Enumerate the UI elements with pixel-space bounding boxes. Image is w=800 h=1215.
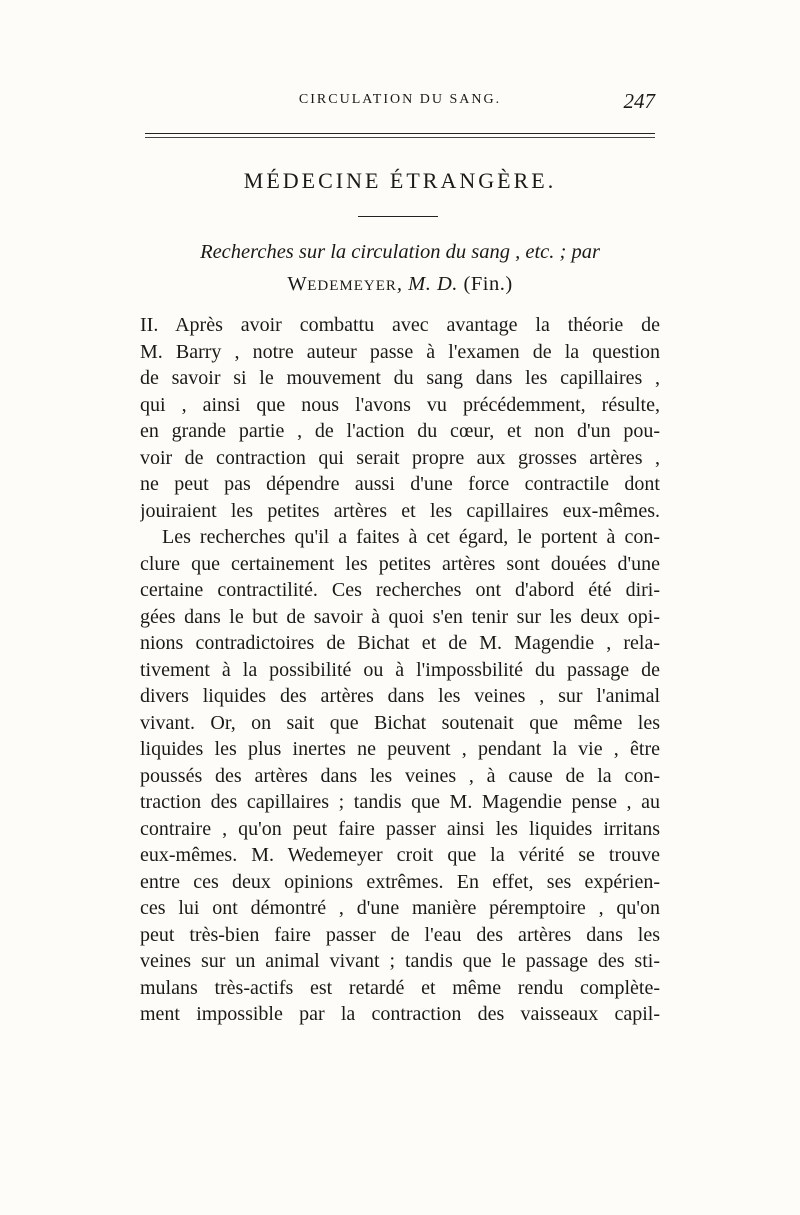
- text-line: vivant. Or, on sait que Bichat soutenait que même les: [140, 711, 660, 734]
- text-line: ne peut pas dépendre aussi d'une force contractile dont: [140, 473, 660, 495]
- text-line: II. Après avoir combattu avec avantage la théorie de: [140, 314, 660, 336]
- article-author: [140, 268, 660, 302]
- text-line: entre ces deux opinions extrêmes. En effet, ses expérien-: [140, 870, 660, 893]
- text-line: liquides les plus inertes ne peuvent , pendant la vie , être: [140, 738, 660, 760]
- text-line: jouiraient les petites artères et les capillaires eux-mêmes.: [140, 499, 660, 522]
- text-line: M. Barry , notre auteur passe à l'examen de la question: [140, 340, 660, 363]
- text-line: traction des capillaires ; tandis que M. Magendie pense , au: [140, 791, 660, 813]
- body-text: [140, 312, 660, 1028]
- text-line: certaine contractilité. Ces recherches ont d'abord été diri-: [140, 579, 660, 601]
- text-line: eux-mêmes. M. Wedemeyer croit que la vérité se trouve: [140, 844, 660, 866]
- text-line: mulans très-actifs est retardé et même rendu complète-: [140, 976, 660, 999]
- text-line: en grande partie , de l'action du cœur, et non d'un pou-: [140, 420, 660, 442]
- text-line: veines sur un animal vivant ; tandis que le passage des sti-: [140, 950, 660, 972]
- text-line: gées dans le but de savoir à quoi s'en tenir sur les deux opi-: [140, 605, 660, 628]
- text-line: Les recherches qu'il a faites à cet égard, le portent à con-: [162, 526, 660, 548]
- author-note: (Fin.): [463, 273, 513, 295]
- article-title-text: Recherches sur la circulation du sang , etc. ; par: [200, 241, 600, 263]
- author-initial: W: [287, 273, 308, 295]
- text-line: ces lui ont démontré , d'une manière péremptoire , qu'on: [140, 897, 660, 919]
- author-name-rest: EDEMEYER: [307, 278, 397, 294]
- text-line: contraire , qu'on peut faire passer ainsi les liquides irritans: [140, 817, 660, 840]
- text-line: poussés des artères dans les veines , à cause de la con-: [140, 764, 660, 787]
- text-line: divers liquides des artères dans les veines , sur l'animal: [140, 685, 660, 707]
- text-line: ment impossible par la contraction des vaisseaux capil-: [140, 1003, 660, 1025]
- author-degree: , M. D.: [396, 273, 458, 295]
- section-divider: [358, 216, 438, 217]
- text-line: qui , ainsi que nous l'avons vu précédemment, résulte,: [140, 393, 660, 416]
- section-title: MÉDECINE ÉTRANGÈRE.: [243, 168, 557, 193]
- page-number: 247: [623, 89, 655, 113]
- text-line: tivement à la possibilité ou à l'impossbilité du passage de: [140, 658, 660, 681]
- running-head: [145, 89, 655, 116]
- article-title: [140, 236, 660, 302]
- text-line: clure que certainement les petites artères sont douées d'une: [140, 552, 660, 575]
- running-title: CIRCULATION DU SANG.: [298, 92, 502, 107]
- header-rule: [145, 133, 655, 138]
- text-line: peut très-bien faire passer de l'eau des artères dans les: [140, 923, 660, 946]
- text-line: nions contradictoires de Bichat et de M. Magendie , rela-: [140, 632, 660, 654]
- text-line: voir de contraction qui serait propre aux grosses artères ,: [140, 446, 660, 469]
- text-line: de savoir si le mouvement du sang dans les capillaires ,: [140, 367, 660, 389]
